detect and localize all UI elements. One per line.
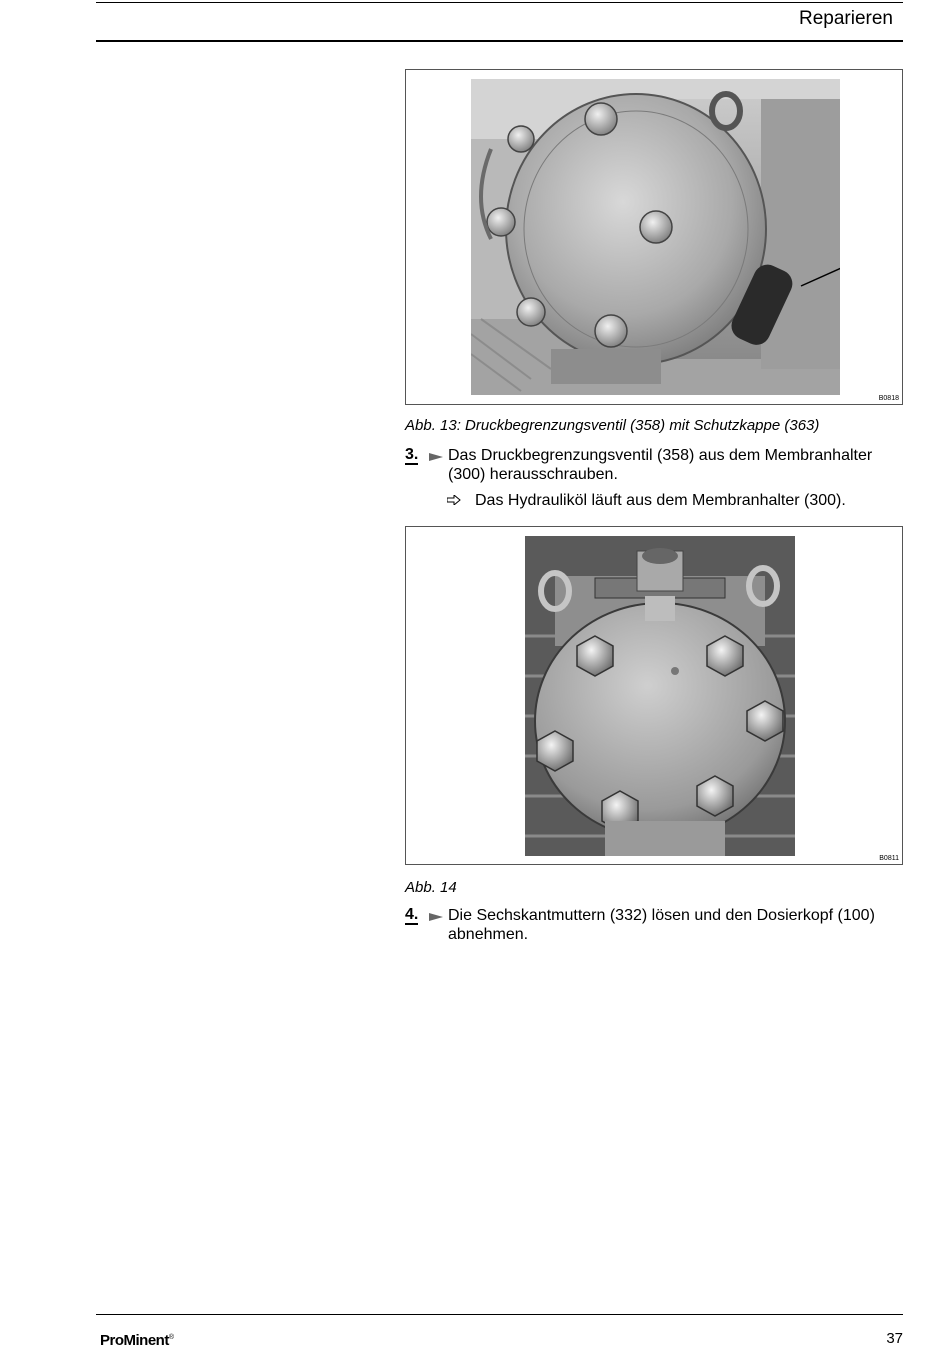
dosing-head-photo-graphic bbox=[525, 536, 795, 856]
figure-14-caption: Abb. 14 bbox=[405, 879, 457, 896]
step-number: 3. bbox=[405, 446, 419, 463]
header-rule-thick bbox=[96, 40, 903, 42]
step-arrow-icon bbox=[429, 451, 443, 461]
step-arrow-icon bbox=[429, 911, 443, 921]
figure-code: B0818 bbox=[878, 395, 899, 402]
page-number: 37 bbox=[886, 1330, 903, 1347]
result-arrow-icon bbox=[447, 495, 461, 505]
photo-dosing-head bbox=[525, 536, 795, 856]
result-text: Das Hydrauliköl läuft aus dem Membranhalter (300). bbox=[475, 492, 846, 509]
brand-registered-mark: ® bbox=[168, 1334, 174, 1341]
brand-logo-minent: Minent bbox=[123, 1332, 169, 1349]
footer-rule bbox=[96, 1314, 903, 1315]
pressure-valve-photo-graphic bbox=[471, 79, 840, 395]
brand-logo-pro: Pro bbox=[100, 1332, 124, 1349]
figure-13-caption: Abb. 13: Druckbegrenzungsventil (358) mit Schutzkappe (363) bbox=[405, 417, 820, 434]
step-text: Das Druckbegrenzungsventil (358) aus dem Membranhalter (300) herausschrauben. bbox=[448, 447, 873, 483]
section-title: Reparieren bbox=[799, 8, 893, 29]
step-text: Die Sechskantmuttern (332) lösen und den Dosierkopf (100) abnehmen. bbox=[448, 907, 875, 943]
step-3-result bbox=[447, 491, 846, 510]
step-number: 4. bbox=[405, 906, 419, 923]
photo-pressure-relief-valve bbox=[471, 79, 840, 395]
header-rule-thin bbox=[96, 2, 903, 3]
figure-code: B0811 bbox=[879, 855, 899, 862]
figure-14 bbox=[405, 526, 903, 865]
brand-logo bbox=[100, 1332, 174, 1349]
figure-13 bbox=[405, 69, 903, 405]
